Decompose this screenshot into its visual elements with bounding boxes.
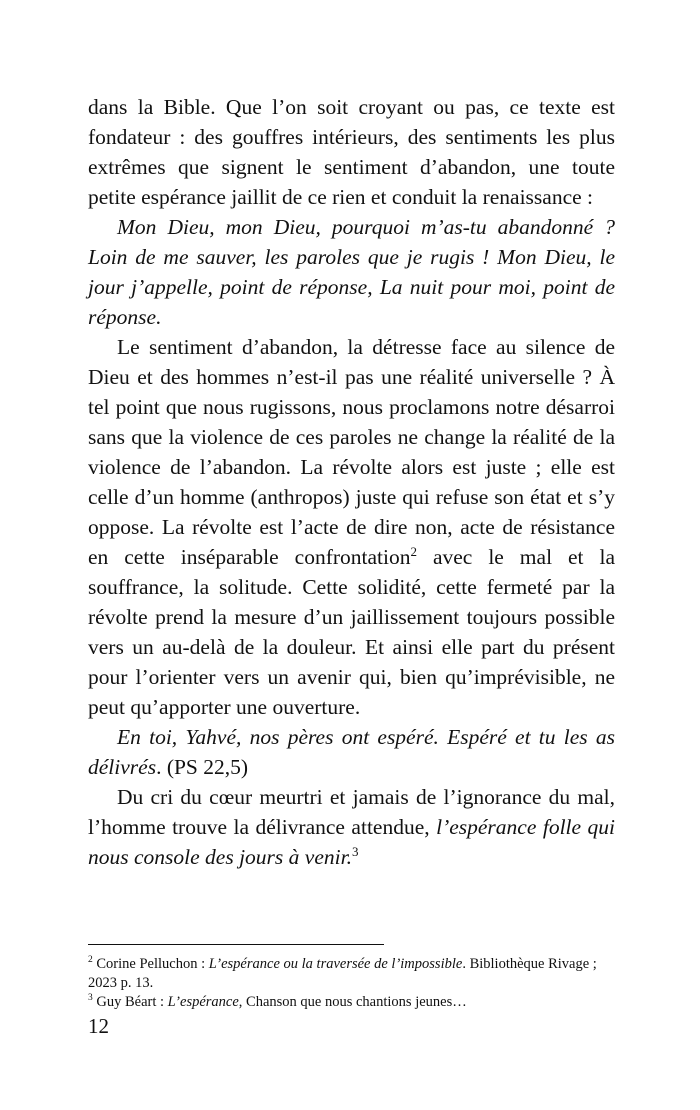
quote-2-text: En toi, Yahvé, nos pères ont espéré. Espéré et tu les as délivrés	[88, 725, 615, 779]
footnote-2-rest: . Bibliothèque Rivage ; 2023 p. 13.	[88, 956, 597, 991]
paragraph-1-text: dans la Bible. Que l’on soit croyant ou pas, ce texte est fondateur : des gouffres intérieurs, des sentiments les plus extrêmes que signent le sentiment d’abandon, une toute petite espérance jaillit de ce rien et conduit la renaissance :	[88, 95, 615, 209]
footnote-2-title: L’espérance ou la traversée de l’impossible	[208, 956, 463, 972]
paragraph-1	[88, 92, 615, 212]
paragraph-3	[88, 782, 615, 872]
paragraph-2	[88, 332, 615, 722]
footnote-2	[88, 955, 618, 993]
footnote-3-author: Guy Béart :	[92, 994, 168, 1010]
footnote-2-author: Corine Pelluchon :	[92, 956, 209, 972]
paragraph-3-text: Du cri du cœur meurtri et jamais de l’ignorance du mal, l’homme trouve la délivrance attendue,	[88, 785, 615, 839]
footnote-ref-3[interactable]: 3	[351, 843, 359, 859]
paragraph-2-tail: avec le mal et la souffrance, la solitude. Cette solidité, cette fermeté par la révolte prend la mesure d’un jaillissement toujours possible vers un au-delà de la douleur. Et ainsi elle part du présent pour l’orienter vers un avenir qui, bien qu’imprévisible, ne peut qu’apporter une ouverture.	[88, 545, 616, 719]
quote-2-reference: . (PS 22,5)	[156, 755, 249, 779]
footnotes	[88, 955, 618, 1012]
paragraph-2-text: Le sentiment d’abandon, la détresse face au silence de Dieu et des hommes n’est-il pas une réalité universelle ? À tel point que nous rugissons, nous proclamons notre désarroi sans que la violence de ces paroles ne change la réalité de la violence de l’abandon. La révolte alors est juste ; elle est celle d’un homme (anthropos) juste qui refuse son état et s’y oppose. La révolte est l’acte de dire non, acte de résistance en cette inséparable confrontation	[88, 335, 615, 569]
footnote-3	[88, 993, 618, 1012]
quote-psalm-22-5	[88, 722, 615, 782]
footnote-3-number: 3	[88, 993, 93, 1004]
footnote-ref-2[interactable]: 2	[410, 543, 417, 559]
footnote-separator	[88, 944, 384, 945]
footnote-2-number: 2	[88, 955, 93, 966]
page-body	[88, 92, 615, 872]
quote-psalm-22-2	[88, 212, 615, 332]
footnote-3-title: L’espérance	[167, 994, 239, 1010]
quote-1-text: Mon Dieu, mon Dieu, pourquoi m’as-tu abandonné ? Loin de me sauver, les paroles que je rugis ! Mon Dieu, le jour j’appelle, point de réponse, La nuit pour moi, point de réponse.	[88, 215, 615, 329]
footnote-3-rest: , Chanson que nous chantions jeunes…	[238, 994, 467, 1010]
paragraph-3-italic: l’espérance folle qui nous console des jours à venir.	[88, 815, 615, 869]
page-number: 12	[88, 1014, 109, 1038]
